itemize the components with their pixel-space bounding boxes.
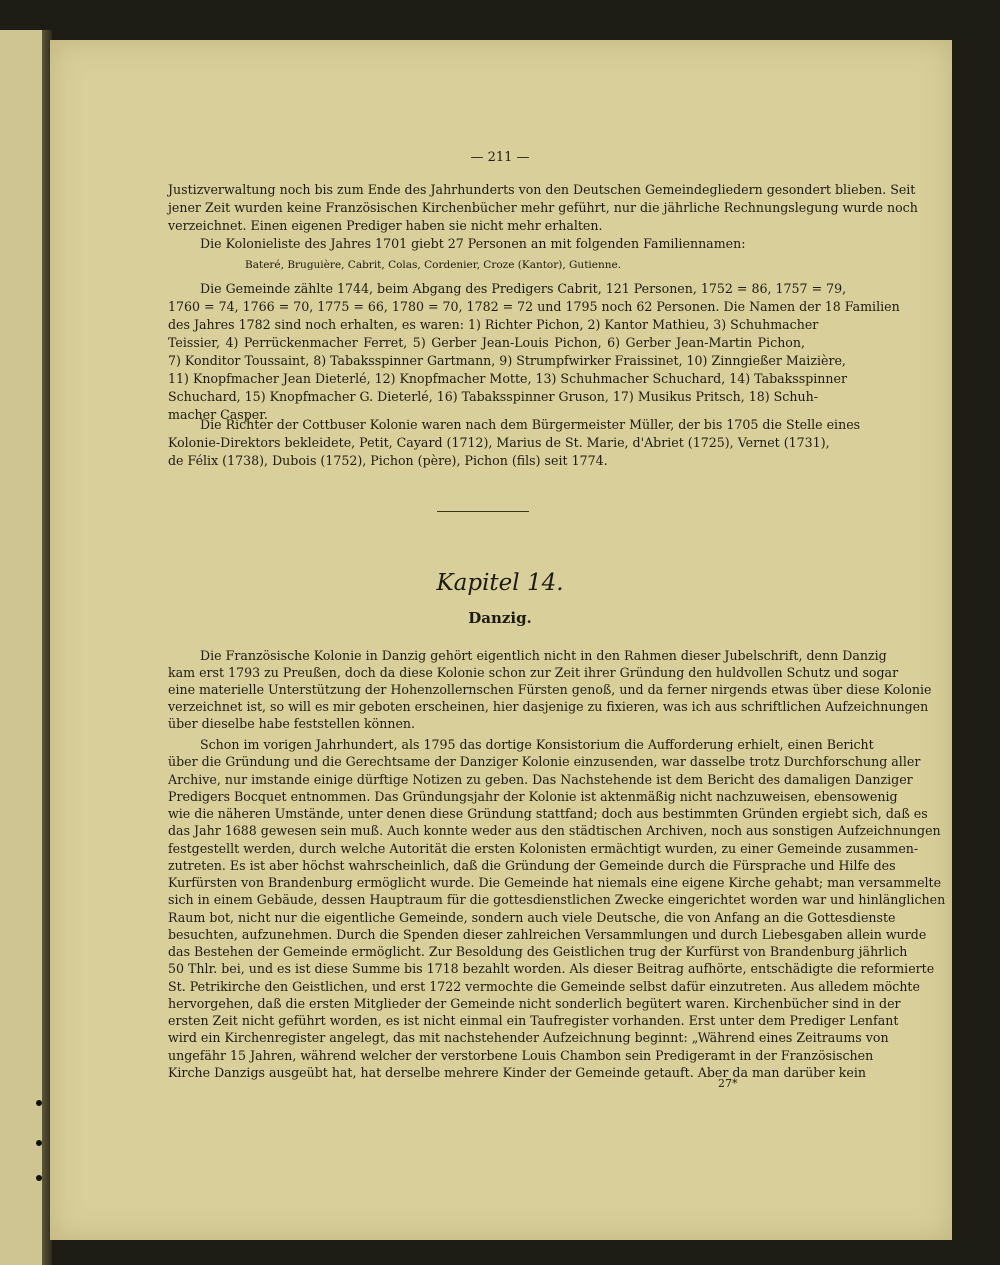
text-line: ersten Zeit nicht geführt worden, es ist nicht einmal ein Taufregister vorhanden. Erst unter dem Prediger Lenfant: [168, 1013, 899, 1028]
text-line: Justizverwaltung noch bis zum Ende des Jahrhunderts von den Deutschen Gemeindegliedern gesondert blieben. Seit: [168, 182, 916, 197]
binding-hole: [36, 1175, 42, 1181]
text-line: eine materielle Unterstützung der Hohenzollernschen Fürsten genoß, und da ferner nirgends etwas über diese Kolonie: [168, 682, 932, 698]
text-line: 1760 = 74, 1766 = 70, 1775 = 66, 1780 = 70, 1782 = 72 und 1795 noch 62 Personen. Die Namen der 18 Familien: [168, 299, 900, 314]
text-line: Schuchard, 15) Knopfmacher G. Dieterlé, 16) Tabaksspinner Gruson, 17) Musikus Pritsch, 18) Schuh-: [168, 389, 818, 404]
text-line: zutreten. Es ist aber höchst wahrscheinlich, daß die Gründung der Gemeinde durch die Fürsprache und Hilfe des: [168, 857, 896, 873]
signature-mark: 27*: [718, 1077, 738, 1090]
text-line: wird ein Kirchenregister angelegt, das mit nachstehender Aufzeichnung beginnt: „Während eines Zeitraums von: [168, 1030, 889, 1046]
text-line: Die Richter der Cottbuser Kolonie waren nach dem Bürgermeister Müller, der bis 1705 die Stelle eines: [200, 417, 861, 432]
binding-hole: [36, 1100, 42, 1106]
chapter-title: Kapitel 14.: [436, 570, 564, 596]
text-line: des Jahres 1782 sind noch erhalten, es waren: 1) Richter Pichon, 2) Kantor Mathieu, 3) Schuhmacher: [168, 317, 819, 332]
text-line: sich in einem Gebäude, dessen Hauptraum für die gottesdienstlichen Zwecke eingerichtet worden war und hinlänglichen: [168, 892, 946, 908]
text-line: St. Petrikirche den Geistlichen, und erst 1722 vermochte die Gemeinde selbst dafür einzutreten. Aus alledem möchte: [168, 978, 920, 994]
text-line: Die Gemeinde zählte 1744, beim Abgang des Predigers Cabrit, 121 Personen, 1752 = 86, 1757 = 79,: [200, 281, 847, 296]
text-line: Kolonie-Direktors bekleidete, Petit, Cayard (1712), Marius de St. Marie, d'Abriet (1725), Vernet (1731),: [168, 435, 830, 450]
text-line: ungefähr 15 Jahren, während welcher der verstorbene Louis Chambon sein Predigeramt in der Französischen: [168, 1047, 874, 1063]
text-line: über die Gründung und die Gerechtsame der Danziger Kolonie einzusenden, war dasselbe trotz Durchforschung aller: [168, 754, 921, 770]
text-line: de Félix (1738), Dubois (1752), Pichon (père), Pichon (fils) seit 1774.: [168, 453, 608, 468]
text-line: kam erst 1793 zu Preußen, doch da diese Kolonie schon zur Zeit ihrer Gründung den huldvollen Schutz und sogar: [168, 665, 899, 681]
text-line: festgestellt werden, durch welche Autorität die ersten Kolonisten ermächtigt wurden, zu einer Gemeinde zusammen-: [168, 840, 919, 856]
text-line: Die Kolonieliste des Jahres 1701 giebt 27 Personen an mit folgenden Familiennamen:: [200, 236, 746, 251]
text-line: hervorgehen, daß die ersten Mitglieder der Gemeinde nicht sonderlich begütert waren. Kirchenbücher sind in der: [168, 995, 901, 1011]
text-line: Die Französische Kolonie in Danzig gehört eigentlich nicht in den Rahmen dieser Jubelschrift, denn Danzig: [200, 648, 887, 663]
chapter-subtitle: Danzig.: [468, 609, 532, 627]
text-line: verzeichnet ist, so will es mir geboten erscheinen, hier dasjenige zu fixieren, was ich aus schriftlichen Aufzeichnungen: [168, 699, 929, 715]
text-line: Raum bot, nicht nur die eigentliche Gemeinde, sondern auch viele Deutsche, die von Anfang an die Gottesdienste: [168, 909, 896, 925]
text-line: 11) Knopfmacher Jean Dieterlé, 12) Knopfmacher Motte, 13) Schuhmacher Schuchard, 14) Tabaksspinner: [168, 371, 847, 386]
text-line: Predigers Bocquet entnommen. Das Gründungsjahr der Kolonie ist aktenmäßig nicht nachzuweisen, ebensowenig: [168, 788, 898, 804]
section-divider: [437, 511, 529, 512]
text-line: 7) Konditor Toussaint, 8) Tabaksspinner Gartmann, 9) Strumpfwirker Fraissinet, 10) Zinngießer Maizière,: [168, 353, 846, 368]
text-line: das Bestehen der Gemeinde ermöglicht. Zur Besoldung des Geistlichen trug der Kurfürst von Brandenburg jährlich: [168, 944, 908, 959]
text-line: über dieselbe habe feststellen können.: [168, 716, 416, 732]
text-line: Kurfürsten von Brandenburg ermöglicht wurde. Die Gemeinde hat niemals eine eigene Kirche gehabt; man versammelte: [168, 875, 942, 890]
family-names-list: Bateré, Bruguière, Cabrit, Colas, Cordenier, Croze (Kantor), Gutienne.: [245, 259, 622, 271]
text-line: wie die näheren Umstände, unter denen diese Gründung stattfand; doch aus bestimmten Gründen ergiebt sich, daß es: [168, 806, 928, 821]
left-page-edge: [0, 30, 42, 1265]
text-line: Archive, nur imstande einige dürftige Notizen zu geben. Das Nachstehende ist dem Bericht des damaligen Danziger: [168, 771, 913, 787]
text-line: Kirche Danzigs ausgeübt hat, hat derselbe mehrere Kinder der Gemeinde getauft. Aber da man darüber kein: [168, 1064, 866, 1080]
text-line: besuchten, aufzunehmen. Durch die Spenden dieser zahlreichen Versammlungen und durch Liebesgaben allein wurde: [168, 926, 927, 942]
text-line: Teissier, 4) Perrückenmacher Ferret, 5) Gerber Jean-Louis Pichon, 6) Gerber Jean-Martin Pichon,: [168, 335, 805, 350]
page-number: — 211 —: [470, 150, 530, 165]
text-line: Schon im vorigen Jahrhundert, als 1795 das dortige Konsistorium die Aufforderung erhielt, einen Bericht: [200, 737, 874, 752]
text-line: 50 Thlr. bei, und es ist diese Summe bis 1718 bezahlt worden. Als dieser Beitrag aufhörte, entschädigte die reformierte: [168, 961, 935, 977]
text-line: jener Zeit wurden keine Französischen Kirchenbücher mehr geführt, nur die jährliche Rechnungslegung wurde noch: [168, 200, 918, 215]
binding-hole: [36, 1140, 42, 1146]
text-line: macher Casper.: [168, 407, 268, 422]
text-line: verzeichnet. Einen eigenen Prediger haben sie nicht mehr erhalten.: [168, 218, 603, 233]
text-line: das Jahr 1688 gewesen sein muß. Auch konnte weder aus den städtischen Archiven, noch aus sonstigen Aufzeichnungen: [168, 823, 941, 839]
